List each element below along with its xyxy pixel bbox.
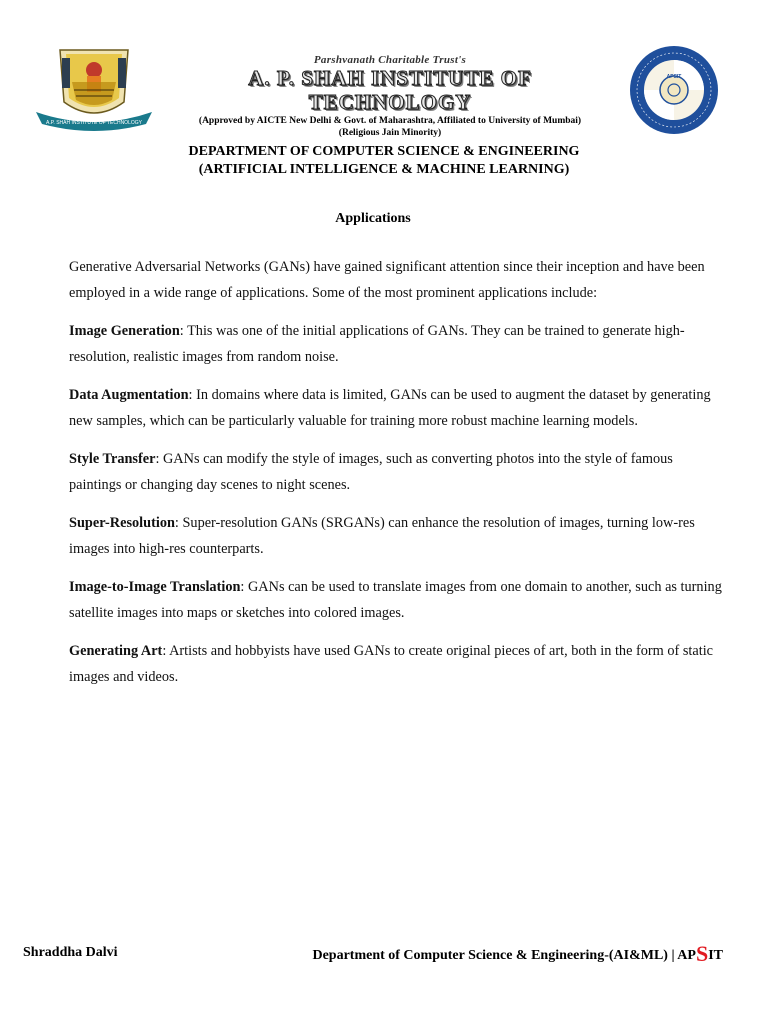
footer-dept-text: Department of Computer Science & Engineering-(AI&ML) | [312, 948, 678, 963]
application-item [69, 383, 725, 434]
svg-text:A.P. SHAH INSTITUTE OF TECHNOL: A.P. SHAH INSTITUTE OF TECHNOLOGY [46, 120, 142, 126]
footer-brand-prefix: AP [677, 948, 696, 963]
application-term: Image Generation [69, 323, 180, 339]
application-description: : Super-resolution GANs (SRGANs) can enhance the resolution of images, turning low-res images into high-res counterparts. [69, 515, 695, 557]
footer-department [312, 941, 723, 967]
department-title [0, 143, 768, 179]
department-line-1: DEPARTMENT OF COMPUTER SCIENCE & ENGINEERING [188, 144, 580, 159]
institute-name: A. P. SHAH INSTITUTE OF TECHNOLOGY [248, 66, 532, 114]
department-badge-logo [622, 44, 726, 136]
application-term: Super-Resolution [69, 515, 175, 531]
section-title: Applications [335, 211, 411, 226]
minority-note: (Religious Jain Minority) [338, 128, 442, 138]
application-item [69, 639, 725, 690]
application-item [69, 575, 725, 626]
application-item [69, 319, 725, 370]
footer-brand-s: S [695, 941, 709, 966]
department-line-2: (ARTIFICIAL INTELLIGENCE & MACHINE LEARNING) [198, 162, 570, 177]
intro-paragraph: Generative Adversarial Networks (GANs) have gained significant attention since their inception and have been employed in a wide range of applications. Some of the most prominent applications include: [69, 259, 705, 301]
svg-text:APSIT: APSIT [666, 74, 682, 80]
approval-note: (Approved by AICTE New Delhi & Govt. of Maharashtra, Affiliated to University of Mumbai) [198, 116, 582, 126]
application-term: Style Transfer [69, 451, 156, 467]
application-term: Data Augmentation [69, 387, 189, 403]
institute-header [170, 54, 610, 139]
application-item [69, 511, 725, 562]
application-description: : Artists and hobbyists have used GANs to create original pieces of art, both in the form of static images and videos. [69, 643, 714, 685]
trust-name: Parshvanath Charitable Trust's [313, 54, 467, 66]
footer-brand-suffix: IT [708, 948, 723, 963]
footer-author: Shraddha Dalvi [23, 945, 118, 960]
application-description: : In domains where data is limited, GANs can be used to augment the dataset by generating new samples, which can be particularly valuable for training more robust machine learning models. [69, 387, 711, 429]
application-term: Generating Art [69, 643, 163, 659]
application-description: : This was one of the initial applications of GANs. They can be trained to generate high-resolution, realistic images from random noise. [69, 323, 685, 365]
application-description: : GANs can be used to translate images from one domain to another, such as turning satellite images into maps or sketches into colored images. [69, 579, 722, 621]
body-content [69, 255, 725, 703]
institute-logo [32, 42, 156, 134]
application-description: : GANs can modify the style of images, such as converting photos into the style of famous paintings or changing day scenes to night scenes. [69, 451, 673, 493]
application-item [69, 447, 725, 498]
application-term: Image-to-Image Translation [69, 579, 241, 595]
